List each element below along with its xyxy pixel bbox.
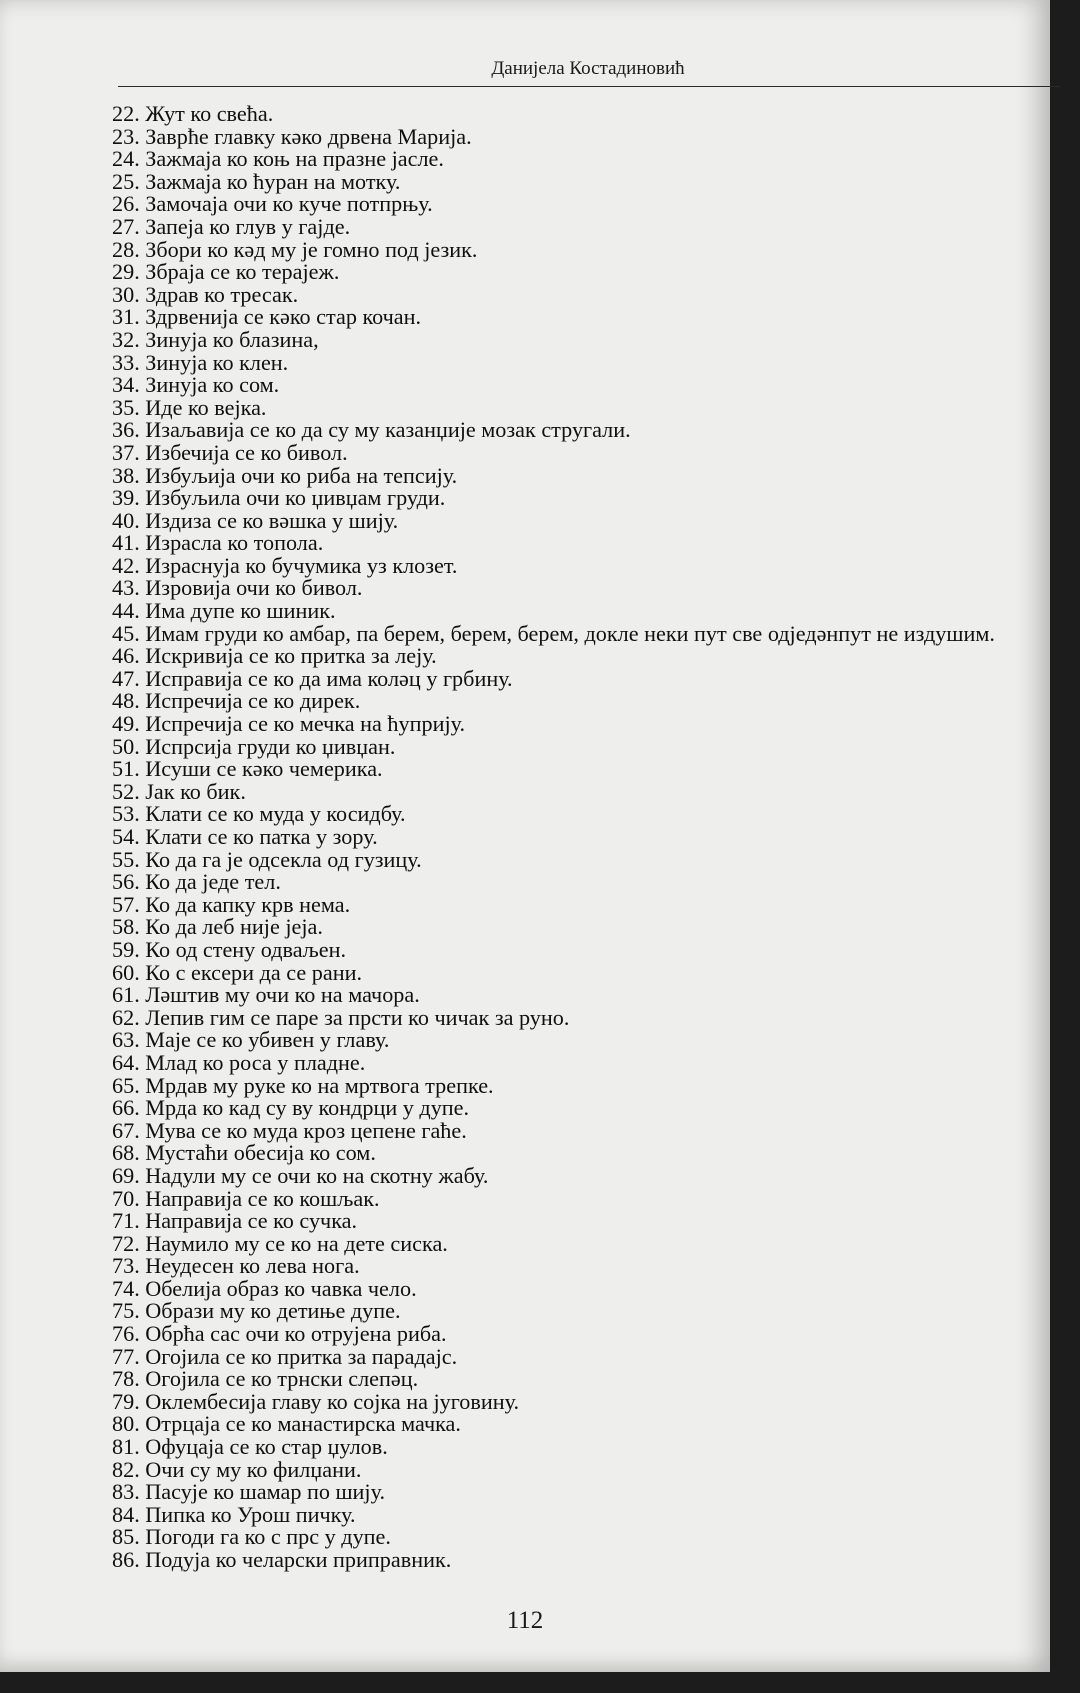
list-item: 54. Клати се ко патка у зору. [112,824,378,849]
list-item: 69. Надули му се очи ко на скотну жабу. [112,1162,489,1188]
list-item: 86. Подуја ко челарски приправник. [112,1547,452,1572]
list-item: 50. Испрсија груди ко џивџан. [112,733,396,759]
list-item: 62. Лепив гим се паре за прсти ко чичак за руно. [112,1004,570,1030]
list-item: 68. Мустаћи обесија ко сом. [112,1140,376,1166]
list-item: 74. Обелија образ ко чавка чело. [112,1275,417,1301]
list-item: 41. Израсла ко топола. [112,530,324,556]
list-item: 81. Офуцаја се ко стар џулов. [112,1434,388,1460]
list-item: 60. Ко с ексери да се рани. [112,959,362,985]
list-item: 64. Млад ко роса у пладне. [112,1049,366,1075]
list-item: 31. Здрвенија се кәко стар кочан. [112,304,422,330]
list-item: 42. Израснуја ко бучумика уз клозет. [112,552,458,578]
list-item: 83. Пасује ко шамар по шију. [112,1479,386,1505]
list-item: 40. Издиза се ко вәшка у шију. [112,507,399,533]
list-item: 46. Искривија се ко притка за леју. [112,643,437,669]
list-item: 58. Ко да леб није јеја. [112,914,323,940]
list-item: 24. Зажмаја ко коњ на празне јасле. [112,146,444,172]
list-item: 59. Ко од стену одваљен. [112,936,346,962]
list-item: 22. Жут ко свећа. [112,101,274,126]
list-item: 65. Мрдав му руке ко на мртвога трепке. [112,1072,494,1098]
list-item: 67. Мува се ко муда кроз цепене гаће. [112,1117,467,1143]
list-item: 79. Оклембесија главу ко сојка на југовину. [112,1388,520,1414]
list-item: 53. Клати се ко муда у косидбу. [112,801,406,827]
list-item: 61. Ләштив му очи ко на мачора. [112,982,420,1008]
list-item: 72. Наумило му се ко на дете сиска. [112,1230,448,1256]
list-item: 55. Ко да га је одсекла од гузицу. [112,846,422,872]
list-item: 37. Избечија се ко бивол. [112,439,348,465]
list-item: 28. Збори ко кәд му је гомно под језик. [112,236,478,262]
list-item: 38. Избуљија очи ко риба на тепсију. [112,462,458,488]
list-item: 56. Ко да једе тел. [112,869,281,895]
list-item: 80. Отрцаја се ко манастирска мачка. [112,1411,461,1437]
list-item: 77. Огојила се ко притка за парадајс. [112,1343,458,1369]
list-item: 30. Здрав ко тресак. [112,281,299,307]
list-item: 39. Избуљила очи ко џивџам груди. [112,485,446,511]
list-item: 73. Неудесен ко лева нога. [112,1253,360,1279]
list-item: 57. Ко да капку крв нема. [112,891,351,917]
list-item: 45. Имам груди ко амбар, па берем, берем, берем, докле неки пут све одједәнпут не издушим. [112,620,995,646]
list-item: 44. Има дупе ко шиник. [112,598,336,624]
list-item: 52. Јак ко бик. [112,778,246,804]
list-item: 43. Изровија очи ко бивол. [112,575,363,601]
list-item: 76. Обрћа сас очи ко отрујена риба. [112,1321,447,1347]
list-item: 84. Пипка ко Урош пичку. [112,1501,356,1527]
header-rule [118,86,1060,87]
list-item: 27. Запеја ко глув у гајде. [112,213,351,239]
list-item: 71. Направија се ко сучка. [112,1208,358,1234]
list-item: 47. Исправија се ко да има коләц у грбину. [112,665,513,691]
list-item: 63. Маје се ко убивен у главу. [112,1027,390,1053]
list-item: 29. Збраја се ко терајеж. [112,259,340,285]
running-header: Данијела Костадиновић [491,58,685,79]
list-item: 82. Очи су му ко филџани. [112,1456,362,1482]
list-item: 48. Испречија се ко дирек. [112,688,361,714]
list-item: 35. Иде ко вејка. [112,394,267,420]
list-item: 26. Замочаја очи ко куче потпрњу. [112,191,433,217]
list-item: 34. Зинуја ко сом. [112,372,280,398]
list-item: 66. Мрда ко кад су ву кондрци у дупе. [112,1095,470,1121]
list-item: 75. Образи му ко детиње дупе. [112,1298,401,1324]
list-item: 33. Зинуја ко клен. [112,349,289,375]
list-item: 51. Исуши се кәко чемерика. [112,756,383,782]
list-item: 70. Направија се ко кошљак. [112,1185,380,1211]
list-item: 85. Погоди га ко с прс у дупе. [112,1524,391,1550]
list-item: 25. Зажмаја ко ћуран на мотку. [112,168,401,194]
list-item: 49. Испречија се ко мечка на ћуприју. [112,711,466,737]
list-item: 23. Заврће главку кәко дрвена Марија. [112,123,472,149]
list-item: 32. Зинуја ко блазина, [112,326,319,352]
list-item: 36. Изаљавија се ко да су му казанџије мозак стругали. [112,417,631,443]
page-number: 112 [506,1607,544,1634]
list-item: 78. Огојила се ко трнски слепәц. [112,1366,419,1392]
proverb-list [112,103,1056,1572]
